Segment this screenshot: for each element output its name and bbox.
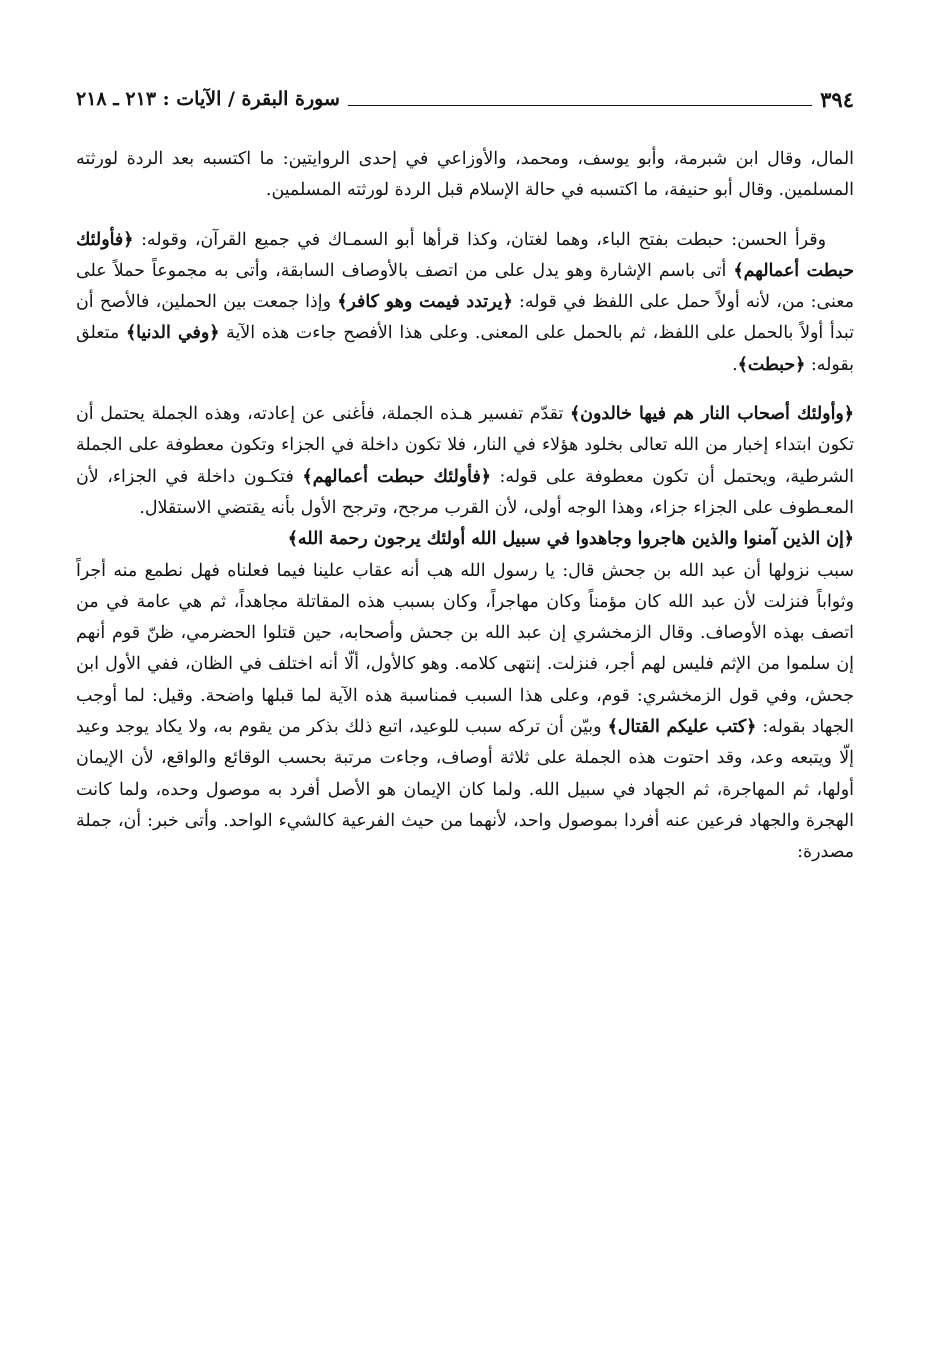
paragraph-text: وبيّن أن تركه سبب للوعيد، اتبع ذلك بذكر من يقوم به، ولا يكاد يوجد وعيد إلّا ويتبعه وعد، وقد احتوت هذه الجملة على ثلاثة أوصاف، وجاءت مرتبة بحسب الوقائع والواقع، لأن الإيمان أولها، ثم المهاجرة، ثم الجهاد في سبيل الله. ولما كان الإيمان هو الأصل أفرد به موصول وحده، ولما كانت الهجرة والجهاد فرعين عنه أفردا بموصول واحد، لأنهما من حيث الفرعية كالشيء الواحد. وأتى خبر: أن، جملة مصدرة: xyxy=(76,717,854,863)
paragraph-text: أتى باسم الإشارة وهو يدل على من اتصف بالأوصاف السابقة، وأتى به مجموعاً حملاً على معنى: من، لأنه أولاً حمل على اللفظ في قوله: xyxy=(76,260,854,313)
paragraph-text: سبب نزولها أن عبد الله بن جحش قال: يا رسول الله هب أنه عقاب علينا فيما فعلناه فهل نطمع منه أجراً وثواباً فنزلت لأن عبد الله كان مؤمناً وكان مهاجراً، وكان بسبب هذه المقاتلة مجاهداً، ثم هي عامة في من اتصف بهذه الأوصاف. وقال الزمخشري إن عبد الله بن جحش وأصحابه، حين قتلوا الحضرمي، ظنّ قوم أنهم إن سلموا من الإثم فليس لهم أجر، فنزلت. إنتهى كلامه. وهو كالأول، ألّا أنه اختلف في الظان، ففي الأول ابن جحش، وفي قول الزمخشري: قوم، وعلى هذا السبب فمناسبة هذه الآية لما قبلها واضحة. وقيل: لما أوجب الجهاد بقوله: xyxy=(76,560,854,738)
quran-quote: ﴿فأولئك حبطت أعمالهم﴾ xyxy=(76,229,854,281)
quran-quote: ﴿كتب عليكم القتال﴾ xyxy=(607,717,757,738)
paragraph-reading-habitat xyxy=(76,225,854,381)
paragraph-companions-of-fire xyxy=(76,399,854,524)
verse-heading: ﴿إن الذين آمنوا والذين هاجروا وجاهدوا في سبيل الله أولئك يرجون رحمة الله﴾ xyxy=(287,529,854,550)
page-number: ٣٩٤ xyxy=(820,86,854,112)
paragraph-text: تقدّم تفسير هـذه الجملة، فأغنى عن إعادته، وهذه الجملة يحتمل أن تكون ابتداء إخبار من الله تعالى بخلود هؤلاء في النار، فلا تكون داخلة في الجزاء وتكون معطوفة على الجملة الشرطية، ويحتمل أن تكون معطوفة على قوله: xyxy=(76,404,854,487)
header-title: سورة البقرة / الآيات : ٢١٣ ـ ٢١٨ xyxy=(76,88,340,110)
quran-quote: ﴿وفي الدنيا﴾ xyxy=(125,323,220,344)
paragraph-text: وقرأ الحسن: حبطت بفتح الباء، وهما لغتان، وكذا قرأها أبو السمـاك في جميع القرآن، وقوله: xyxy=(133,229,826,250)
quran-quote: ﴿يرتدد فيمت وهو كافر﴾ xyxy=(337,292,513,313)
paragraph-text: وإذا جمعت بين الحملين، فالأصح أن تبدأ أولاً بالحمل على اللفظ، ثم بالحمل على المعنى. وعلى هذا الأفصح جاءت هذه الآية xyxy=(76,292,854,344)
quran-quote: ﴿حبطت﴾ xyxy=(737,354,806,375)
quran-quote: ﴿فأولئك حبطت أعمالهم﴾ xyxy=(302,466,491,487)
quran-quote: ﴿وأولئك أصحاب النار هم فيها خالدون﴾ xyxy=(569,404,854,425)
book-page xyxy=(76,84,854,869)
paragraph-inheritance xyxy=(76,144,854,207)
paragraph-text: متعلق بقوله: xyxy=(76,323,854,375)
body-text xyxy=(76,144,854,869)
page-header xyxy=(76,84,854,114)
header-rule xyxy=(348,105,812,106)
paragraph-text: المال، وقال ابن شبرمة، وأبو يوسف، ومحمد، والأوزاعي في إحدى الروايتين: ما اكتسبه بعد الردة لورثته المسلمين. وقال أبو حنيفة، ما اكتسبه في حالة الإسلام قبل الردة لورثته المسلمين. xyxy=(76,149,854,201)
paragraph-text: . xyxy=(732,354,738,375)
paragraph-text: فتكـون داخلة في الجزاء، لأن المعـطوف على الجزاء جزاء، وهذا الوجه أولى، لأن القرب مرجح، وترجح الأول بأنه يقتضي الاستقلال. xyxy=(76,466,854,518)
paragraph-reason-of-revelation xyxy=(76,556,854,869)
